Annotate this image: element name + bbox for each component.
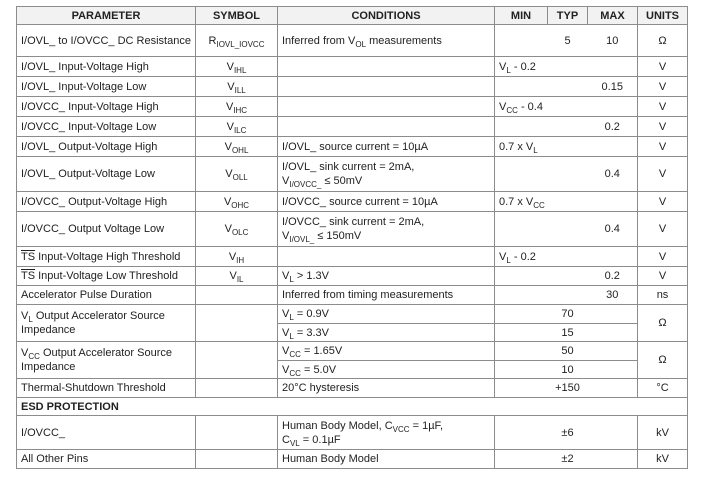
typ-cell	[548, 212, 588, 247]
table-row	[17, 157, 688, 192]
parameter-text: Input-Voltage High Threshold	[35, 250, 181, 263]
symbol-sub: OLL	[232, 173, 248, 182]
symbol-sub: IH	[236, 255, 245, 265]
header-conditions: CONDITIONS	[278, 7, 495, 25]
units-cell: V	[638, 117, 688, 137]
condition-line-1: I/OVCC_ sink current = 2mA,	[282, 216, 425, 228]
symbol-cell	[196, 117, 278, 137]
parameter-cell: I/OVL_ Input-Voltage High	[17, 57, 196, 77]
min-main: 0.7 x V	[499, 140, 534, 153]
parameter-cell	[17, 305, 196, 342]
symbol-sub: ILC	[233, 125, 247, 135]
condition-post: ≤ 150mV	[314, 230, 362, 242]
condition-cell: Inferred from timing measurements	[278, 286, 495, 305]
overline-pin-name: $\overline{TS}$	[21, 250, 36, 263]
typ-cell: 5	[548, 25, 588, 57]
symbol-sub: IHL	[233, 65, 247, 75]
condition-cell	[278, 97, 495, 117]
typ-cell	[548, 192, 588, 212]
condition-cell: Human Body Model	[278, 450, 495, 469]
symbol-main: V	[226, 60, 234, 73]
parameter-cell: I/OVCC_ Input-Voltage High	[17, 97, 196, 117]
min-main: V	[499, 100, 507, 113]
units-cell: V	[638, 57, 688, 77]
condition-main: V	[282, 326, 290, 339]
condition-post: = 5.0V	[300, 363, 337, 376]
condition-line-2	[282, 229, 490, 243]
parameter-cell: Accelerator Pulse Duration	[17, 286, 196, 305]
symbol-cell	[196, 192, 278, 212]
condition-main: Human Body Model, C	[282, 419, 393, 432]
condition-sub: VL	[289, 438, 300, 448]
max-cell	[588, 324, 638, 342]
min-cell	[495, 192, 548, 212]
min-cell	[495, 361, 548, 379]
table-row	[17, 342, 688, 361]
condition-cell	[278, 157, 495, 192]
condition-sub: L	[289, 275, 294, 284]
condition-main: V	[282, 175, 290, 187]
min-sub: CC	[533, 200, 545, 210]
max-cell	[588, 305, 638, 324]
max-cell: 0.2	[588, 267, 638, 286]
typ-cell: ±6	[548, 416, 588, 450]
min-cell	[495, 117, 548, 137]
units-cell: °C	[638, 379, 688, 398]
symbol-cell	[196, 450, 278, 469]
units-cell: Ω	[638, 342, 688, 379]
condition-cell	[278, 77, 495, 97]
min-cell	[495, 137, 548, 157]
max-cell: 0.4	[588, 157, 638, 192]
max-cell: 30	[588, 286, 638, 305]
units-cell: V	[638, 137, 688, 157]
parameter-cell: I/OVCC_ Output Voltage Low	[17, 212, 196, 247]
symbol-cell	[196, 342, 278, 379]
max-cell: 0.2	[588, 117, 638, 137]
table-row	[17, 450, 688, 469]
parameter-text: Input-Voltage Low Threshold	[35, 270, 178, 282]
min-cell	[495, 267, 548, 286]
condition-main: V	[282, 345, 290, 357]
table-row	[17, 97, 688, 117]
max-cell	[588, 137, 638, 157]
typ-cell	[548, 57, 588, 77]
min-sub: L	[506, 255, 511, 265]
overline-pin-name: $\overline{TS}$	[21, 270, 36, 282]
condition-sub: CC	[289, 350, 301, 359]
symbol-sub: OHC	[231, 200, 250, 210]
symbol-sub: IHC	[233, 105, 248, 115]
header-parameter: PARAMETER	[17, 7, 196, 25]
max-cell	[588, 97, 638, 117]
min-cell	[495, 212, 548, 247]
max-cell	[588, 57, 638, 77]
parameter-cell: I/OVL_ Input-Voltage Low	[17, 77, 196, 97]
min-cell	[495, 157, 548, 192]
parameter-cell	[17, 247, 196, 267]
condition-sub: I/OVCC_	[289, 180, 322, 189]
parameter-cell: Thermal-Shutdown Threshold	[17, 379, 196, 398]
condition-post: = 1.65V	[300, 345, 343, 357]
symbol-sub: IOVL_IOVCC	[216, 39, 265, 49]
symbol-main: V	[225, 168, 233, 180]
condition-line-1: I/OVL_ sink current = 2mA,	[282, 161, 415, 173]
condition-main: V	[282, 363, 290, 376]
condition-text: Inferred from V	[282, 34, 356, 47]
typ-cell	[548, 157, 588, 192]
units-cell: ns	[638, 286, 688, 305]
max-cell: 0.4	[588, 212, 638, 247]
max-cell	[588, 416, 638, 450]
condition-post: ≤ 50mV	[321, 175, 363, 187]
units-cell: V	[638, 267, 688, 286]
condition-sub: L	[289, 313, 294, 322]
symbol-main: V	[229, 270, 237, 282]
min-sub: L	[506, 65, 511, 75]
section-row	[17, 398, 688, 416]
units-cell: V	[638, 97, 688, 117]
min-sub: CC	[506, 105, 518, 115]
table-row	[17, 267, 688, 286]
condition-post: = 1µF,	[409, 419, 444, 432]
header-typ: TYP	[548, 7, 588, 25]
condition-line-2	[282, 433, 490, 447]
table-row	[17, 192, 688, 212]
table-row	[17, 137, 688, 157]
symbol-main: V	[225, 100, 234, 113]
symbol-cell	[196, 247, 278, 267]
min-main: V	[499, 60, 507, 73]
parameter-post: Output Accelerator Source Impedance	[21, 347, 172, 373]
parameter-cell	[17, 267, 196, 286]
units-cell: V	[638, 77, 688, 97]
parameter-sub: CC	[28, 352, 40, 361]
symbol-main: V	[224, 140, 232, 153]
symbol-cell	[196, 25, 278, 57]
parameter-post: Output Accelerator Source Impedance	[21, 310, 165, 336]
min-sub: L	[533, 145, 538, 155]
spec-table-container	[16, 6, 688, 469]
symbol-main: V	[228, 250, 237, 263]
min-main: 0.7 x V	[499, 195, 534, 208]
header-max: MAX	[588, 7, 638, 25]
condition-cell	[278, 342, 495, 361]
symbol-main: V	[226, 120, 234, 133]
condition-sub: CC	[289, 368, 301, 378]
max-cell	[588, 342, 638, 361]
typ-cell: 15	[548, 324, 588, 342]
condition-cell	[278, 57, 495, 77]
typ-cell: +150	[548, 379, 588, 398]
typ-cell	[548, 97, 588, 117]
condition-cell: 20°C hysteresis	[278, 379, 495, 398]
max-cell	[588, 247, 638, 267]
condition-cell	[278, 416, 495, 450]
units-cell: V	[638, 212, 688, 247]
symbol-sub: IL	[236, 275, 244, 284]
units-cell: kV	[638, 416, 688, 450]
condition-sub: I/OVL_	[289, 235, 315, 244]
table-row	[17, 25, 688, 57]
symbol-main: V	[224, 223, 232, 235]
min-post: - 0.2	[510, 60, 536, 73]
min-cell	[495, 286, 548, 305]
min-cell	[495, 97, 548, 117]
max-cell: 10	[588, 25, 638, 57]
table-row	[17, 379, 688, 398]
symbol-cell	[196, 416, 278, 450]
parameter-cell: I/OVCC_ Output-Voltage High	[17, 192, 196, 212]
parameter-cell: I/OVL_ Output-Voltage High	[17, 137, 196, 157]
typ-cell	[548, 137, 588, 157]
min-cell	[495, 57, 548, 77]
header-row	[17, 7, 688, 25]
condition-main: V	[282, 230, 290, 242]
units-cell: Ω	[638, 25, 688, 57]
condition-cell	[278, 361, 495, 379]
condition-sub: VCC	[392, 424, 410, 434]
condition-cell: I/OVL_ source current = 10µA	[278, 137, 495, 157]
units-cell: V	[638, 192, 688, 212]
parameter-cell	[17, 342, 196, 379]
condition-post: > 1.3V	[293, 270, 329, 282]
condition-cell	[278, 247, 495, 267]
symbol-sub: OHL	[231, 145, 249, 155]
condition-cell: I/OVCC_ source current = 10µA	[278, 192, 495, 212]
max-cell	[588, 379, 638, 398]
table-row	[17, 247, 688, 267]
symbol-cell	[196, 305, 278, 342]
condition-text-post: measurements	[366, 34, 442, 47]
condition-post: = 0.9V	[293, 308, 329, 320]
condition-sub: L	[289, 331, 294, 341]
min-post: - 0.4	[517, 100, 543, 113]
electrical-characteristics-table	[16, 6, 688, 469]
min-cell	[495, 77, 548, 97]
parameter-cell: I/OVL_ to I/OVCC_ DC Resistance	[17, 25, 196, 57]
parameter-cell: I/OVCC_ Input-Voltage Low	[17, 117, 196, 137]
condition-cell	[278, 305, 495, 324]
symbol-cell	[196, 212, 278, 247]
units-cell: Ω	[638, 305, 688, 342]
symbol-cell	[196, 286, 278, 305]
typ-cell	[548, 117, 588, 137]
symbol-main: V	[227, 80, 235, 93]
table-row	[17, 77, 688, 97]
header-units: UNITS	[638, 7, 688, 25]
table-row	[17, 117, 688, 137]
min-cell	[495, 342, 548, 361]
typ-cell: 50	[548, 342, 588, 361]
typ-cell: ±2	[548, 450, 588, 469]
symbol-cell	[196, 57, 278, 77]
symbol-cell	[196, 157, 278, 192]
condition-cell	[278, 25, 495, 57]
symbol-cell	[196, 267, 278, 286]
min-cell	[495, 379, 548, 398]
max-cell	[588, 192, 638, 212]
condition-line-1	[282, 419, 490, 433]
condition-sub: OL	[355, 39, 367, 49]
min-cell	[495, 324, 548, 342]
table-row	[17, 286, 688, 305]
units-cell: V	[638, 157, 688, 192]
symbol-main: V	[223, 195, 232, 208]
symbol-sub: ILL	[234, 85, 246, 95]
max-cell	[588, 361, 638, 379]
parameter-cell: All Other Pins	[17, 450, 196, 469]
condition-cell	[278, 117, 495, 137]
condition-main: V	[282, 308, 290, 320]
symbol-main: R	[208, 34, 217, 47]
min-cell	[495, 305, 548, 324]
header-min: MIN	[495, 7, 548, 25]
symbol-cell	[196, 77, 278, 97]
condition-post: = 0.1µF	[299, 433, 341, 446]
condition-post: = 3.3V	[293, 326, 329, 339]
parameter-sub: L	[28, 315, 33, 324]
units-cell: kV	[638, 450, 688, 469]
symbol-cell	[196, 137, 278, 157]
min-main: V	[499, 250, 507, 263]
parameter-cell: I/OVL_ Output-Voltage Low	[17, 157, 196, 192]
table-row	[17, 57, 688, 77]
condition-cell	[278, 324, 495, 342]
condition-cell	[278, 267, 495, 286]
condition-main: V	[282, 270, 290, 282]
min-post: - 0.2	[510, 250, 536, 263]
typ-cell	[548, 77, 588, 97]
typ-cell	[548, 267, 588, 286]
symbol-cell	[196, 97, 278, 117]
min-cell	[495, 247, 548, 267]
typ-cell	[548, 247, 588, 267]
min-cell	[495, 450, 548, 469]
table-row	[17, 416, 688, 450]
units-cell: V	[638, 247, 688, 267]
condition-main: C	[282, 433, 290, 446]
parameter-main: V	[21, 347, 29, 359]
table-row	[17, 305, 688, 324]
condition-cell	[278, 212, 495, 247]
parameter-main: V	[21, 310, 29, 322]
condition-line-2	[282, 174, 490, 188]
symbol-cell	[196, 379, 278, 398]
max-cell: 0.15	[588, 77, 638, 97]
header-symbol: SYMBOL	[196, 7, 278, 25]
parameter-cell: I/OVCC_	[17, 416, 196, 450]
max-cell	[588, 450, 638, 469]
section-title: ESD PROTECTION	[17, 398, 688, 416]
table-row	[17, 212, 688, 247]
typ-cell: 70	[548, 305, 588, 324]
min-cell	[495, 25, 548, 57]
symbol-sub: OLC	[231, 228, 249, 237]
min-cell	[495, 416, 548, 450]
typ-cell	[548, 286, 588, 305]
typ-cell: 10	[548, 361, 588, 379]
